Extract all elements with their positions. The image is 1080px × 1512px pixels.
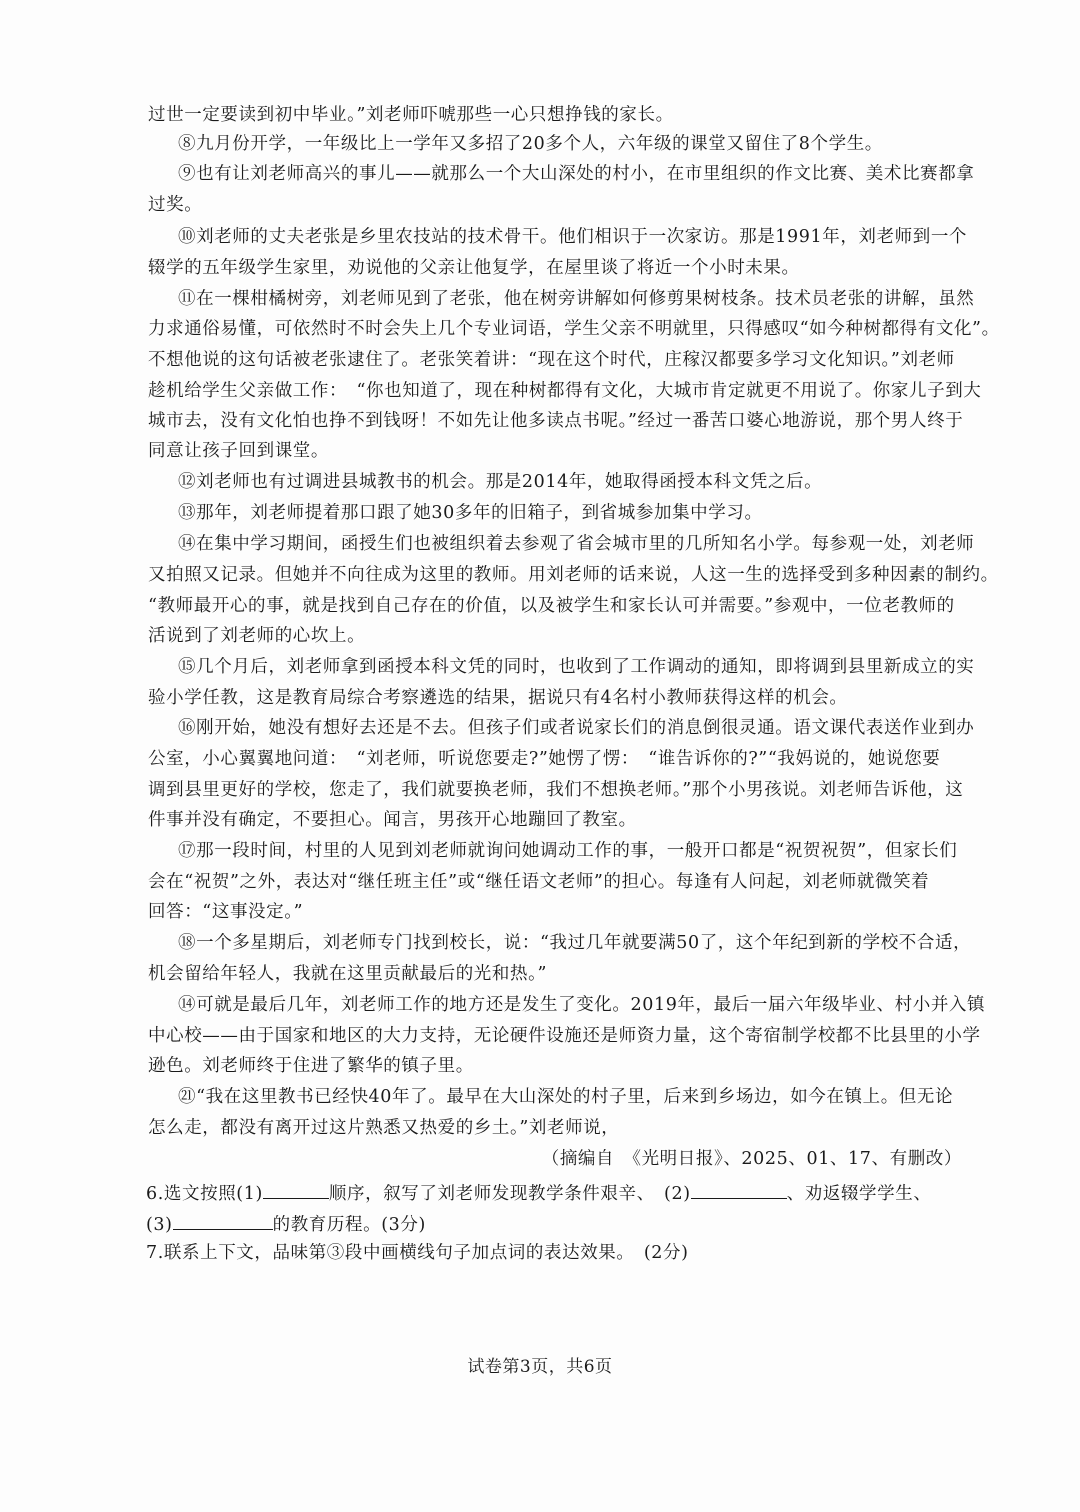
paragraph-8: ⑧九月份开学，一年级比上一学年又多招了20多个人，六年级的课堂又留住了8个学生。 (178, 134, 883, 154)
passage-line: 逊色。刘老师终于住进了繁华的镇子里。 (148, 1056, 474, 1076)
answer-blank-1[interactable] (263, 1180, 329, 1199)
paragraph-15: ⑮几个月后，刘老师拿到函授本科文凭的同时，也收到了工作调动的通知，即将调到县里新成立的实 (178, 657, 975, 677)
paragraph-9: ⑨也有让刘老师高兴的事儿——就那么一个大山深处的村小，在市里组织的作文比赛、美术比赛都拿 (178, 164, 975, 184)
passage-line: 中心校——由于国家和地区的大力支持，无论硬件设施还是师资力量，这个寄宿制学校都不比县里的小学 (148, 1026, 981, 1046)
passage-line: 公室，小心翼翼地问道： “刘老师，听说您要走?”她愣了愣： “谁告诉你的?”“我妈说的，她说您要 (148, 749, 941, 769)
paragraph-13: ⑬那年，刘老师提着那口跟了她30多年的旧箱子，到省城参加集中学习。 (178, 503, 763, 523)
paragraph-11: ⑪在一棵柑橘树旁，刘老师见到了老张，他在树旁讲解如何修剪果树枝条。技术员老张的讲解，虽然 (178, 289, 975, 309)
passage-line: 怎么走，都没有离开过这片熟悉又热爱的乡土。”刘老师说， (148, 1118, 620, 1138)
question-6-text: 的教育历程。(3分) (272, 1215, 426, 1235)
question-6-line-1 (146, 1180, 931, 1205)
passage-line: 机会留给年轻人，我就在这里贡献最后的光和热。” (148, 964, 547, 984)
paragraph-16: ⑯刚开始，她没有想好去还是不去。但孩子们或者说家长们的消息倒很灵通。语文课代表送作业到办 (178, 718, 975, 738)
passage-line: 城市去，没有文化怕也挣不到钱呀！不如先让他多读点书呢。”经过一番苦口婆心地游说，那个男人终于 (148, 411, 964, 431)
passage-line: 会在“祝贺”之外，表达对“继任班主任”或“继任语文老师”的担心。每逢有人问起，刘老师就微笑着 (148, 872, 930, 892)
passage-line: 辍学的五年级学生家里，劝说他的父亲让他复学，在屋里谈了将近一个小时未果。 (148, 258, 800, 278)
passage-line: 过奖。 (148, 195, 203, 215)
source-citation: （摘编自 《光明日报》、2025、01、17、有删改） (541, 1149, 962, 1169)
passage-line: 活说到了刘老师的心坎上。 (148, 626, 366, 646)
passage-line: 不想他说的这句话被老张逮住了。老张笑着讲：“现在这个时代，庄稼汉都要多学习文化知识。”刘老师 (148, 350, 955, 370)
passage-line: 件事并没有确定，不要担心。闻言，男孩开心地蹦回了教室。 (148, 810, 637, 830)
answer-blank-3[interactable] (173, 1211, 273, 1230)
paragraph-19: ⑭可就是最后几年，刘老师工作的地方还是发生了变化。2019年，最后一届六年级毕业、村小并入镇 (178, 995, 986, 1015)
passage-line: 验小学任教，这是教育局综合考察遴选的结果，据说只有4名村小教师获得这样的机会。 (148, 688, 848, 708)
passage-line: 回答：“这事没定。” (148, 902, 304, 922)
question-7: 7.联系上下文，品味第③段中画横线句子加点词的表达效果。 (2分) (146, 1243, 689, 1263)
question-6-text: 、劝返辍学学生、 (786, 1184, 932, 1204)
paragraph-18: ⑱一个多星期后，刘老师专门找到校长，说：“我过几年就要满50了，这个年纪到新的学校不合适， (178, 933, 972, 953)
passage-line: 同意让孩子回到课堂。 (148, 441, 329, 461)
question-6-line-2 (146, 1211, 426, 1236)
passage-line: 调到县里更好的学校，您走了，我们就要换老师，我们不想换老师。”那个小男孩说。刘老师告诉他，这 (148, 780, 964, 800)
answer-blank-2[interactable] (691, 1180, 787, 1199)
paragraph-17: ⑰那一段时间，村里的人见到刘老师就询问她调动工作的事，一般开口都是“祝贺祝贺”，但家长们 (178, 841, 958, 861)
passage-line: “教师最开心的事，就是找到自己存在的价值，以及被学生和家长认可并需要。”参观中，一位老教师的 (148, 596, 955, 616)
question-6-text: (3) (146, 1215, 173, 1235)
paragraph-14: ⑭在集中学习期间，函授生们也被组织着去参观了省会城市里的几所知名小学。每参观一处，刘老师 (178, 534, 975, 554)
passage-line: 过世一定要读到初中毕业。”刘老师吓唬那些一心只想挣钱的家长。 (148, 105, 674, 125)
paragraph-10: ⑩刘老师的丈夫老张是乡里农技站的技术骨干。他们相识于一次家访。那是1991年，刘老师到一个 (178, 227, 968, 247)
question-6-text: 顺序，叙写了刘老师发现教学条件艰辛、 (2) (328, 1184, 691, 1204)
paragraph-21: ㉑“我在这里教书已经快40年了。最早在大山深处的村子里，后来到乡场边，如今在镇上。但无论 (178, 1087, 954, 1107)
page-footer: 试卷第3页，共6页 (467, 1357, 613, 1377)
passage-line: 力求通俗易懂，可依然时不时会失上几个专业词语，学生父亲不明就里，只得感叹“如今种树都得有文化”。 (148, 319, 1000, 339)
passage-line: 又拍照又记录。但她并不向往成为这里的教师。用刘老师的话来说，人这一生的选择受到多种因素的制约。 (148, 565, 999, 585)
question-6-text: 6.选文按照(1) (146, 1184, 263, 1204)
paragraph-12: ⑫刘老师也有过调进县城教书的机会。那是2014年，她取得函授本科文凭之后。 (178, 472, 823, 492)
passage-line: 趁机给学生父亲做工作： “你也知道了，现在种树都得有文化，大城市肯定就更不用说了。你家儿子到大 (148, 381, 982, 401)
